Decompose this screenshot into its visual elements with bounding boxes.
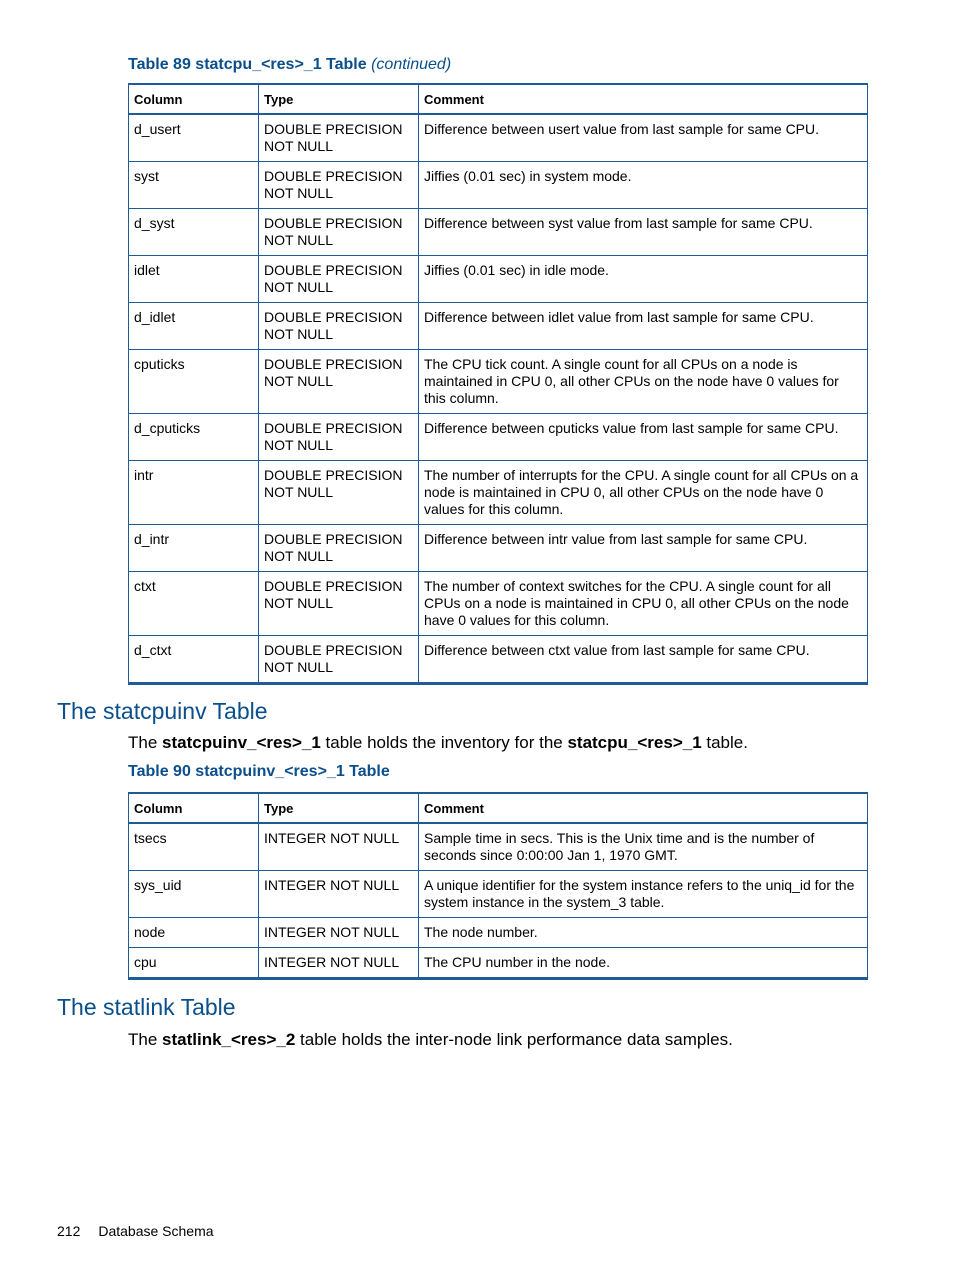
table-row [129,209,868,256]
cell-column-name: d_syst [129,209,259,256]
table-row [129,303,868,350]
cell-column-name: d_usert [129,114,259,162]
cell-column-name: d_intr [129,525,259,572]
cell-column-name: tsecs [129,823,259,871]
section-heading-statcpuinv: The statcpuinv Table [57,698,268,724]
column-header: Column [129,793,259,823]
cell-column-name: d_idlet [129,303,259,350]
table-89-caption [128,56,451,74]
cell-column-name: node [129,918,259,948]
cell-type: DOUBLE PRECISION NOT NULL [259,350,419,414]
cell-type: INTEGER NOT NULL [259,871,419,918]
cell-comment: The number of interrupts for the CPU. A single count for all CPUs on a node is maintained in CPU 0, all other CPUs on the node have 0 values for this column. [419,461,868,525]
cell-column-name: ctxt [129,572,259,636]
table-row [129,414,868,461]
type-header: Type [259,84,419,114]
table-89-caption-text: Table 89 statcpu_<res>_1 Table [128,56,367,73]
table-89 [128,83,868,685]
table-row [129,948,868,979]
cell-type: DOUBLE PRECISION NOT NULL [259,162,419,209]
table-row [129,525,868,572]
page-footer [57,1223,214,1239]
cell-comment: Difference between cputicks value from last sample for same CPU. [419,414,868,461]
cell-comment: Difference between ctxt value from last sample for same CPU. [419,636,868,684]
table-header-row [129,84,868,114]
table-89-caption-continued: (continued) [371,56,452,73]
cell-column-name: syst [129,162,259,209]
type-header: Type [259,793,419,823]
section-heading-statlink: The statlink Table [57,994,236,1020]
statlink-intro-paragraph [128,1030,733,1050]
cell-type: DOUBLE PRECISION NOT NULL [259,525,419,572]
cell-type: DOUBLE PRECISION NOT NULL [259,636,419,684]
cell-comment: Difference between idlet value from last sample for same CPU. [419,303,868,350]
para-text: table. [701,733,748,752]
table-row [129,256,868,303]
table-row [129,918,868,948]
para-text: The [128,733,163,752]
cell-type: DOUBLE PRECISION NOT NULL [259,114,419,162]
cell-type: DOUBLE PRECISION NOT NULL [259,461,419,525]
cell-column-name: d_ctxt [129,636,259,684]
page-number: 212 [57,1223,81,1239]
cell-type: DOUBLE PRECISION NOT NULL [259,303,419,350]
table-row [129,823,868,871]
table-90 [128,792,868,980]
cell-comment: Jiffies (0.01 sec) in idle mode. [419,256,868,303]
para-table-name: statlink_<res>_2 [162,1030,296,1049]
para-table-name: statcpu_<res>_1 [567,733,702,752]
cell-type: INTEGER NOT NULL [259,948,419,979]
cell-comment: The CPU number in the node. [419,948,868,979]
cell-comment: Difference between intr value from last sample for same CPU. [419,525,868,572]
cell-comment: Jiffies (0.01 sec) in system mode. [419,162,868,209]
table-row [129,636,868,684]
cell-type: DOUBLE PRECISION NOT NULL [259,256,419,303]
table-row [129,461,868,525]
table-row [129,871,868,918]
cell-comment: The node number. [419,918,868,948]
cell-comment: The CPU tick count. A single count for all CPUs on a node is maintained in CPU 0, all other CPUs on the node have 0 values for this column. [419,350,868,414]
table-row [129,162,868,209]
para-text: The [128,1030,163,1049]
cell-type: INTEGER NOT NULL [259,918,419,948]
column-header: Column [129,84,259,114]
table-header-row [129,793,868,823]
table-row [129,350,868,414]
comment-header: Comment [419,793,868,823]
cell-column-name: cputicks [129,350,259,414]
table-row [129,572,868,636]
table-row [129,114,868,162]
para-text: table holds the inventory for the [320,733,568,752]
cell-column-name: idlet [129,256,259,303]
cell-type: INTEGER NOT NULL [259,823,419,871]
para-table-name: statcpuinv_<res>_1 [162,733,321,752]
comment-header: Comment [419,84,868,114]
table-90-caption: Table 90 statcpuinv_<res>_1 Table [128,763,390,780]
footer-section-title: Database Schema [98,1223,214,1239]
cell-comment: The number of context switches for the CPU. A single count for all CPUs on a node is maintained in CPU 0, all other CPUs on the node have 0 values for this column. [419,572,868,636]
cell-type: DOUBLE PRECISION NOT NULL [259,209,419,256]
cell-comment: Difference between usert value from last sample for same CPU. [419,114,868,162]
cell-column-name: sys_uid [129,871,259,918]
cell-column-name: d_cputicks [129,414,259,461]
cell-type: DOUBLE PRECISION NOT NULL [259,414,419,461]
cell-column-name: cpu [129,948,259,979]
cell-comment: Sample time in secs. This is the Unix time and is the number of seconds since 0:00:00 Jan 1, 1970 GMT. [419,823,868,871]
cell-comment: A unique identifier for the system instance refers to the uniq_id for the system instance in the system_3 table. [419,871,868,918]
cell-type: DOUBLE PRECISION NOT NULL [259,572,419,636]
statcpuinv-intro-paragraph [128,733,748,753]
cell-column-name: intr [129,461,259,525]
para-text: table holds the inter-node link performance data samples. [295,1030,733,1049]
cell-comment: Difference between syst value from last sample for same CPU. [419,209,868,256]
